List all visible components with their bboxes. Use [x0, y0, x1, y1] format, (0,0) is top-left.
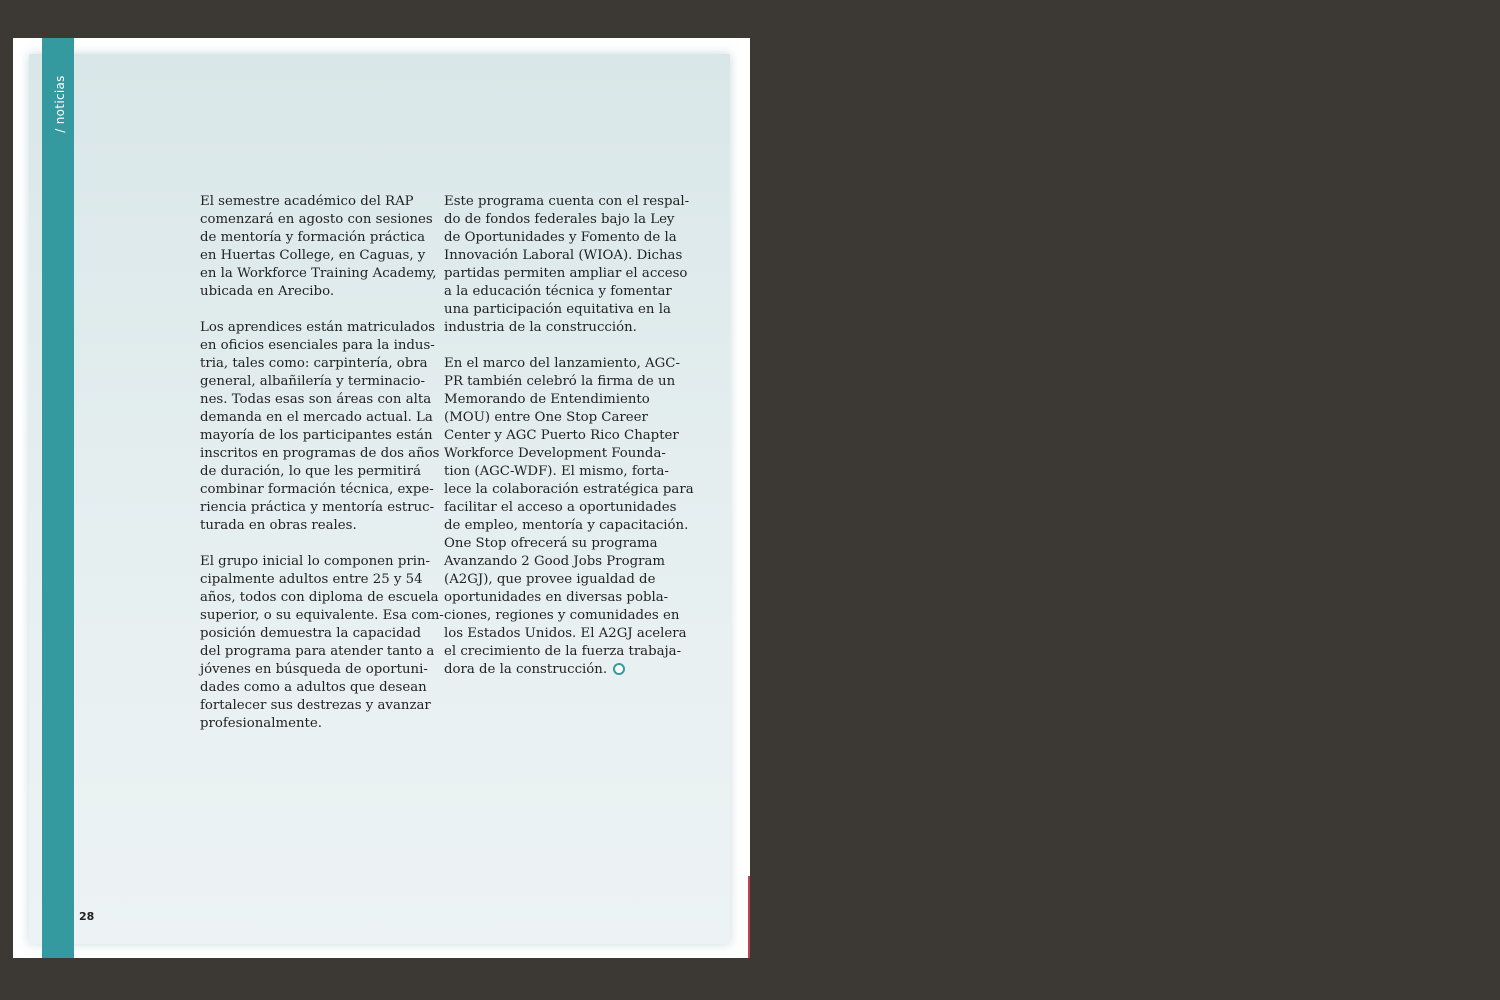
paragraph-line: inscritos en programas de dos años — [200, 446, 440, 461]
edge-mark — [748, 876, 750, 958]
paragraph-line: general, albañilería y terminacio- — [200, 374, 425, 389]
article-paragraph — [200, 319, 440, 535]
paragraph-line: del programa para atender tanto a — [200, 644, 435, 659]
paragraph-line: profesionalmente. — [200, 716, 322, 731]
paragraph-line: ciones, regiones y comunidades en — [444, 608, 680, 623]
paragraph-line: dora de la construcción. — [444, 661, 669, 679]
paragraph-line: En el marco del lanzamiento, AGC- — [444, 356, 680, 371]
paragraph-line: superior, o su equivalente. Esa com- — [200, 608, 444, 623]
paragraph-line: ubicada en Arecibo. — [200, 284, 335, 299]
page-number: 28 — [79, 910, 95, 923]
paragraph-line: riencia práctica y mentoría estruc- — [200, 500, 435, 515]
paragraph-line: el crecimiento de la fuerza trabaja- — [444, 644, 682, 659]
paragraph-line: nes. Todas esas son áreas con alta — [200, 392, 432, 407]
paragraph-line: One Stop ofrecerá su programa — [444, 536, 658, 551]
paragraph-line: partidas permiten ampliar el acceso — [444, 266, 688, 281]
article-paragraph — [200, 193, 437, 301]
paragraph-line: El semestre académico del RAP — [200, 194, 414, 209]
paragraph-line: en oficios esenciales para la indus- — [200, 338, 435, 353]
paragraph-line: mayoría de los participantes están — [200, 428, 433, 443]
paragraph-line: una participación equitativa en la — [444, 302, 671, 317]
paragraph-line: combinar formación técnica, expe- — [200, 482, 434, 497]
paragraph-line: cipalmente adultos entre 25 y 54 — [200, 572, 423, 587]
paragraph-line: de duración, lo que les permitirá — [200, 464, 421, 479]
paragraph-line: comenzará en agosto con sesiones — [200, 212, 433, 227]
paragraph-line: demanda en el mercado actual. La — [200, 410, 433, 425]
paragraph-line: PR también celebró la firma de un — [444, 374, 676, 389]
paragraph-line: de Oportunidades y Fomento de la — [444, 230, 677, 245]
paragraph-line: tria, tales como: carpintería, obra — [200, 356, 428, 371]
article-paragraph — [444, 355, 694, 679]
paragraph-line: industria de la construcción. — [444, 320, 637, 335]
paragraph-line: Center y AGC Puerto Rico Chapter — [444, 428, 679, 443]
paragraph-line: turada en obras reales. — [200, 518, 357, 533]
paragraph-line: en la Workforce Training Academy, — [200, 266, 437, 281]
paragraph-line: Este programa cuenta con el respal- — [444, 194, 690, 209]
paragraph-line: dades como a adultos que desean — [200, 680, 427, 695]
paragraph-line: oportunidades en diversas pobla- — [444, 590, 669, 605]
paragraph-line: de mentoría y formación práctica — [200, 230, 426, 245]
article-paragraph — [444, 193, 690, 337]
paragraph-line: en Huertas College, en Caguas, y — [200, 248, 426, 263]
paragraph-line: El grupo inicial lo componen prin- — [200, 554, 431, 569]
paragraph-line: (A2GJ), que provee igualdad de — [444, 572, 656, 587]
paragraph-line: a la educación técnica y fomentar — [444, 284, 672, 299]
side-stripe — [42, 38, 74, 958]
paragraph-line: los Estados Unidos. El A2GJ acelera — [444, 626, 687, 641]
paragraph-line: de empleo, mentoría y capacitación. — [444, 518, 689, 533]
paragraph-line: Avanzando 2 Good Jobs Program — [444, 554, 665, 569]
article-column-right — [444, 193, 694, 697]
paragraph-line: facilitar el acceso a oportunidades — [444, 500, 677, 515]
paragraph-line: posición demuestra la capacidad — [200, 626, 422, 641]
article-paragraph — [200, 553, 444, 733]
circle-end-icon — [613, 663, 625, 675]
paragraph-line: jóvenes en búsqueda de oportuni- — [200, 662, 428, 677]
article-column-left — [200, 193, 444, 751]
section-label: / noticias — [53, 75, 67, 133]
paragraph-line: lece la colaboración estratégica para — [444, 482, 694, 497]
paragraph-line: tion (AGC-WDF). El mismo, forta- — [444, 464, 669, 479]
paragraph-line: (MOU) entre One Stop Career — [444, 410, 648, 425]
paragraph-line: fortalecer sus destrezas y avanzar — [200, 698, 431, 713]
paragraph-line: años, todos con diploma de escuela — [200, 590, 439, 605]
paragraph-line: Los aprendices están matriculados — [200, 320, 436, 335]
paragraph-line: Workforce Development Founda- — [444, 446, 666, 461]
magazine-page — [13, 38, 750, 958]
paragraph-line: Innovación Laboral (WIOA). Dichas — [444, 248, 683, 263]
paragraph-line: do de fondos federales bajo la Ley — [444, 212, 675, 227]
paragraph-line: Memorando de Entendimiento — [444, 392, 650, 407]
